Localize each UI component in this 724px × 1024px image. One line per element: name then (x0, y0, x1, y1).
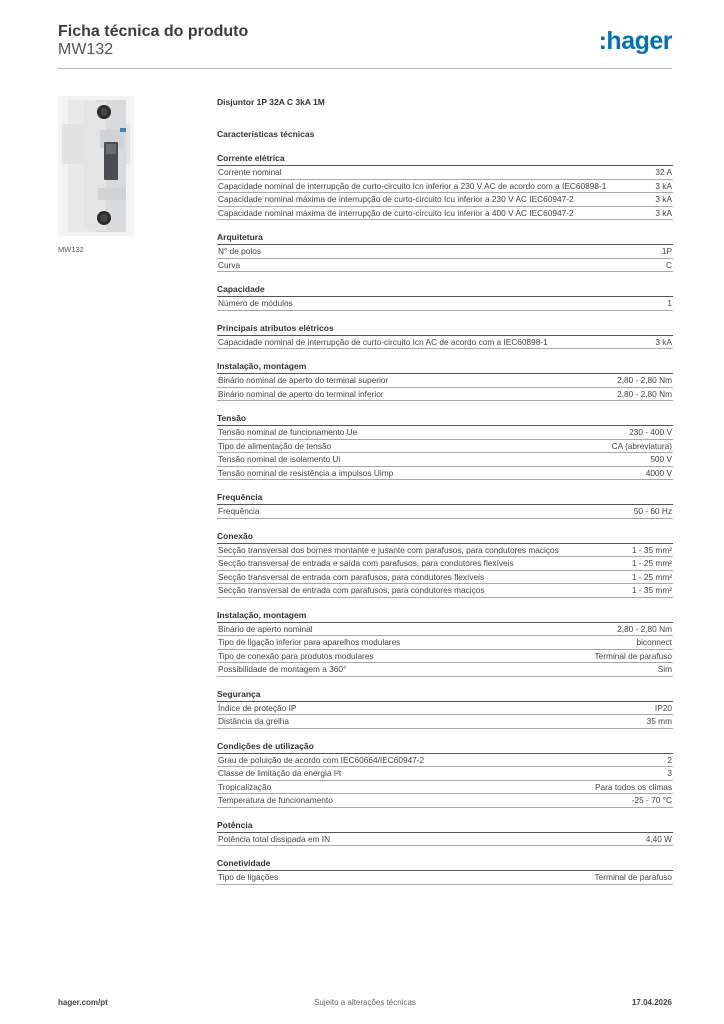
spec-row (217, 833, 673, 847)
spec-value: biconnect (636, 637, 672, 647)
spec-label: Frequência (218, 506, 260, 516)
section-title: Condições de utilização (217, 741, 673, 754)
section-title: Potência (217, 820, 673, 833)
spec-value: 2,80 - 2,80 Nm (617, 623, 672, 634)
page-header (58, 21, 672, 69)
spec-value: CA (abreviatura) (611, 440, 672, 451)
spec-label: Tipo de ligações (218, 872, 279, 882)
spec-value: 230 - 400 V (629, 427, 672, 437)
spec-label: Capacidade nominal de interrupção de curto-circuito Icn AC de acordo com a IEC60898-1 (218, 336, 548, 347)
spec-value: 1 - 25 mm² (631, 571, 672, 582)
spec-value: 1 - 35 mm² (631, 585, 672, 595)
footer-disclaimer: Sujeito a alterações técnicas (314, 998, 416, 1007)
spec-label: Secção transversal dos bornes montante e jusante com parafusos, para condutores maciços (218, 544, 559, 555)
spec-value: 1 (667, 298, 672, 308)
spec-label: Secção transversal de entrada com parafusos, para condutores flexíveis (218, 571, 485, 582)
spec-value: 1 - 25 mm² (631, 558, 672, 568)
spec-row (217, 193, 673, 207)
spec-label: Índice de proteção IP (218, 702, 297, 713)
spec-section (217, 232, 673, 272)
spec-row (217, 336, 673, 350)
spec-label: Secção transversal de entrada com parafusos, para condutores maciços (218, 585, 485, 595)
image-caption: MW132 (58, 245, 84, 254)
spec-section (217, 153, 673, 220)
spec-label: Capacidade nominal máxima de interrupção de curto-circuito Icu inferior a 400 V AC IEC60947-2 (218, 207, 574, 218)
spec-value: Sim (657, 664, 672, 674)
spec-label: Tropicalização (218, 781, 272, 792)
spec-row (217, 623, 673, 637)
spec-row (217, 388, 673, 402)
section-title: Frequência (217, 492, 673, 505)
product-name: Disjuntor 1P 32A C 3kA 1M (217, 97, 325, 107)
spec-row (217, 663, 673, 677)
spec-section (217, 820, 673, 847)
spec-row (217, 207, 673, 221)
spec-row (217, 297, 673, 311)
spec-section (217, 741, 673, 808)
spec-label: Distância da grelha (218, 716, 290, 726)
document-title: Ficha técnica do produto (58, 23, 249, 40)
spec-row (217, 440, 673, 454)
section-title: Conetividade (217, 858, 673, 871)
spec-value: 3 kA (655, 336, 672, 347)
spec-sections (217, 153, 673, 885)
spec-value: Terminal de parafuso (594, 650, 672, 661)
spec-value: 500 V (650, 454, 672, 464)
spec-row (217, 245, 673, 259)
spec-row (217, 636, 673, 650)
spec-row (217, 557, 673, 571)
spec-section (217, 284, 673, 311)
spec-value: 3 (667, 768, 672, 778)
spec-value: 4000 V (645, 467, 672, 478)
spec-value: 2 (667, 754, 672, 765)
spec-value: 3 kA (655, 194, 672, 204)
spec-row (217, 702, 673, 716)
spec-label: Tipo de ligação inferior para aparelhos modulares (218, 637, 401, 647)
spec-row (217, 426, 673, 440)
spec-row (217, 781, 673, 795)
spec-value: 35 mm (646, 716, 672, 726)
spec-value: C (666, 259, 672, 270)
spec-label: Binário nominal de aperto do terminal inferior (218, 388, 384, 399)
spec-label: Binário nominal de aperto do terminal superior (218, 375, 389, 385)
spec-row (217, 259, 673, 273)
spec-value: 3 kA (655, 180, 672, 191)
footer-website-link[interactable]: hager.com/pt (58, 998, 108, 1007)
spec-row (217, 453, 673, 467)
spec-label: Número de módulos (218, 298, 293, 308)
spec-label: Tensão nominal de resistência a impulsos Uimp (218, 467, 394, 478)
spec-label: Corrente nominal (218, 167, 282, 177)
spec-label: N° de polos (218, 246, 261, 256)
spec-label: Capacidade nominal de interrupção de curto-circuito Icn inferior a 230 V AC de acordo com a IEC60898-1 (218, 180, 607, 191)
spec-section (217, 858, 673, 885)
spec-value: 1 - 35 mm² (631, 544, 672, 555)
spec-label: Potência total dissipada em IN (218, 833, 331, 844)
spec-label: Tipo de alimentação de tensão (218, 440, 332, 451)
spec-label: Curva (218, 259, 241, 270)
spec-label: Possibilidade de montagem a 360° (218, 664, 347, 674)
spec-row (217, 754, 673, 768)
spec-row (217, 871, 673, 885)
product-image (58, 96, 134, 236)
spec-row (217, 505, 673, 519)
spec-section (217, 413, 673, 480)
spec-row (217, 374, 673, 388)
circuit-breaker-illustration (58, 96, 134, 236)
section-title: Instalação, montagem (217, 610, 673, 623)
spec-value: Para todos os climas (594, 781, 672, 792)
spec-row (217, 166, 673, 180)
spec-value: 32 A (655, 167, 672, 177)
spec-section (217, 492, 673, 519)
spec-row (217, 650, 673, 664)
spec-value: -25 - 70 °C (631, 795, 672, 805)
spec-section (217, 610, 673, 677)
section-title: Arquitetura (217, 232, 673, 245)
section-title: Principais atributos elétricos (217, 323, 673, 336)
spec-label: Tensão nominal de isolamento Ui (218, 454, 341, 464)
spec-value: 3 kA (655, 207, 672, 218)
footer-date: 17.04.2026 (631, 998, 672, 1007)
spec-row (217, 571, 673, 585)
section-title: Corrente elétrica (217, 153, 673, 166)
spec-label: Tensão nominal de funcionamento Ue (218, 427, 358, 437)
spec-label: Secção transversal de entrada e saída com parafusos, para condutores flexíveis (218, 558, 514, 568)
hager-logo: :hager (598, 27, 672, 55)
spec-label: Binário de aperto nominal (218, 623, 313, 634)
section-title: Instalação, montagem (217, 361, 673, 374)
spec-value: 2,80 - 2,80 Nm (617, 388, 672, 399)
spec-row (217, 584, 673, 598)
spec-section (217, 689, 673, 729)
spec-value: IP20 (654, 702, 672, 713)
section-title: Segurança (217, 689, 673, 702)
spec-section (217, 323, 673, 350)
section-title: Capacidade (217, 284, 673, 297)
spec-label: Grau de poluição de acordo com IEC60664/IEC60947-2 (218, 754, 425, 765)
section-title: Tensão (217, 413, 673, 426)
product-code: MW132 (58, 41, 114, 58)
spec-value: 2,80 - 2,80 Nm (617, 375, 672, 385)
spec-row (217, 767, 673, 781)
spec-section (217, 531, 673, 598)
spec-label: Capacidade nominal máxima de interrupção de curto-circuito Icu inferior a 230 V AC IEC60947-2 (218, 194, 574, 204)
spec-label: Temperatura de funcionamento (218, 795, 333, 805)
spec-section (217, 361, 673, 401)
spec-value: 4,40 W (645, 833, 672, 844)
section-title: Conexão (217, 531, 673, 544)
spec-row (217, 544, 673, 558)
spec-value: Terminal de parafuso (594, 872, 672, 882)
spec-value: 50 - 60 Hz (633, 506, 672, 516)
spec-label: Tipo de conexão para produtos modulares (218, 650, 374, 661)
spec-content (217, 97, 673, 885)
spec-row (217, 180, 673, 194)
spec-label: Classe de limitação da energia I²t (218, 768, 342, 778)
tech-characteristics-title: Características técnicas (217, 129, 315, 139)
spec-row (217, 715, 673, 729)
spec-value: 1P (661, 246, 672, 256)
spec-row (217, 467, 673, 481)
spec-row (217, 794, 673, 808)
